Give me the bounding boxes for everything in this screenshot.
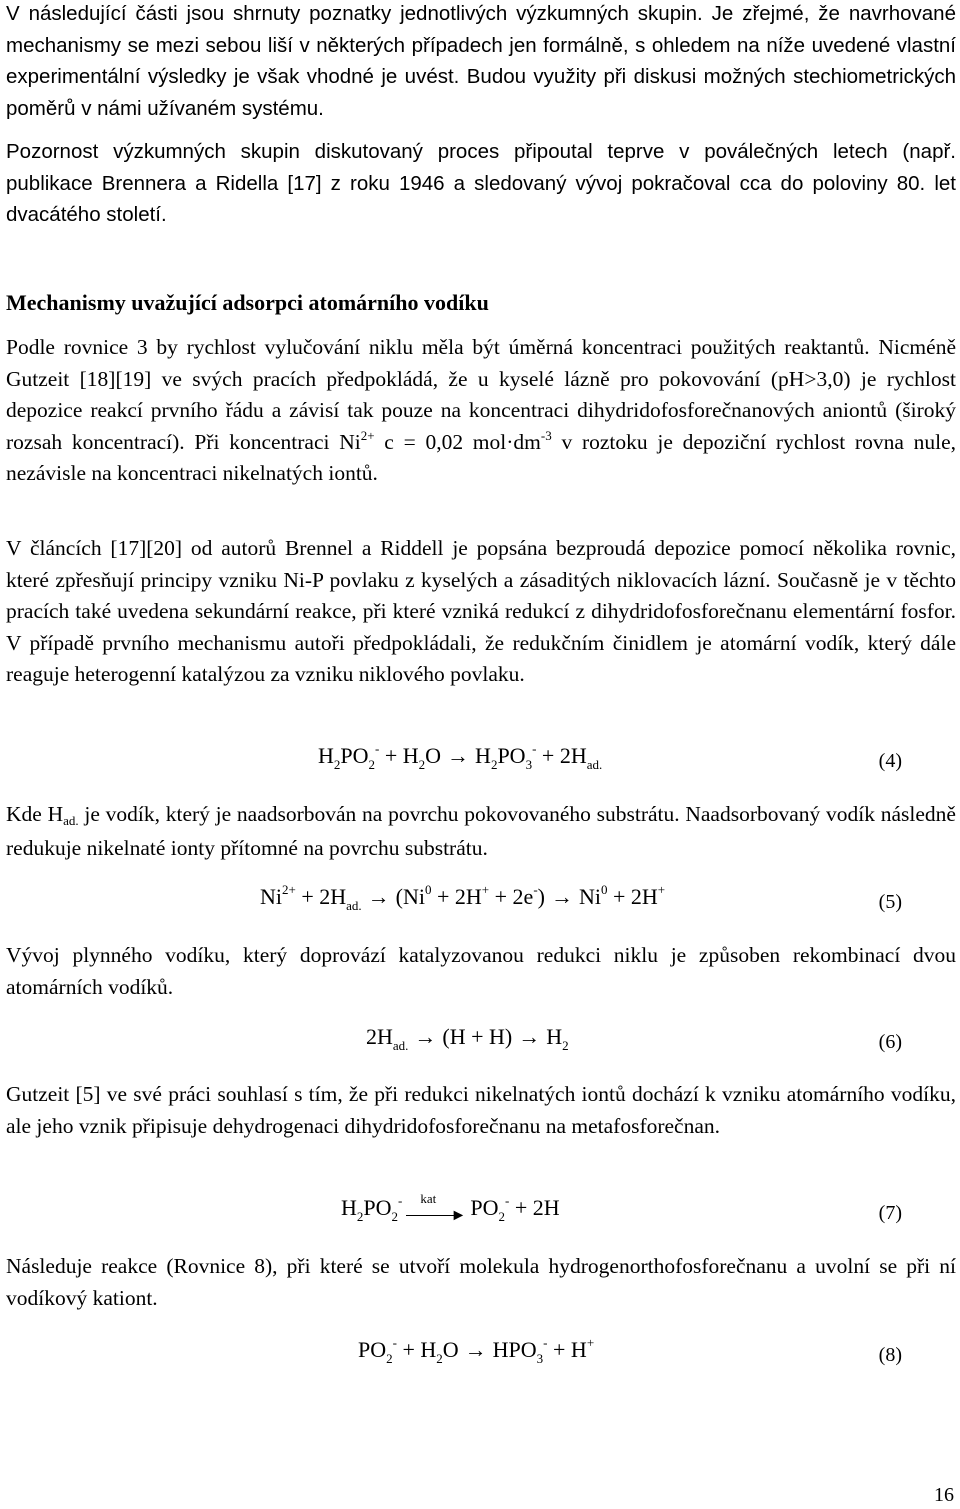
paragraph-text: v roztoku je depoziční rychlost rovna nule, nezávisle na koncentraci nikelnatých iontů. [6,429,956,485]
paragraph-text: je vodík, který je naadsorbován na povrchu pokovovaného substrátu. Naadsorbovaný vodík následně redukuje nikelnaté ionty přítomné na povrchu substrátu. [6,802,956,860]
intro-paragraph-1: V následující části jsou shrnuty poznatky jednotlivých výzkumných skupin. Je zřejmé, že navrhované mechanismy se mezi sebou liší v některých případech jen formálně, s ohledem na níže uvedené vlastní experimentální výsledky je však vhodné je uvést. Budou využity při diskusi možných stechiometrických poměrů v námi užívaném systému. [6,2,956,120]
subscript: ad. [63,813,79,828]
equation-6: $2H_{ad.} \to (H + H) \to H_2$ [366,1024,569,1053]
arrow-icon: → [464,1337,487,1362]
paragraph-gutzeit-kinetics [6,332,956,490]
page-number: 16 [934,1484,954,1506]
equation-5: $Ni^{2+} + 2H_{ad.} \to (Ni^0 + 2H^+ + 2e^-) \to Ni^0 + 2H^+$ [260,882,666,913]
equation-4: $H_2PO_2^- + H_2O \to H_2PO_3^- + 2H_{ad.}$ [318,741,603,772]
paragraph-brennel-riddell: V článcích [17][20] od autorů Brennel a Riddell je popsána bezproudá depozice pomocí několika rovnic, které zpřesňují principy vzniku Ni-P povlaku z kyselých a zásaditých niklovacích lázní. Současně je v těchto pracích také uvedena sekundární reakce, při které vzniká redukcí z dihydridofosforečnanu elementární fosfor. V případě prvního mechanismu autoři předpokládali, že redukčním činidlem je atomární vodík, který dále reaguje heterogenní katalýzou za vzniku niklového povlaku. [6,536,956,686]
arrow-icon: → [550,884,573,909]
arrow-icon: → [447,743,470,768]
paragraph-text: Kde H [6,802,64,826]
equation-8: $PO_2^- + H_2O \to HPO_3^- + H^+$ [358,1335,595,1366]
arrow-icon: → [518,1024,541,1049]
equation-8-number: (8) [878,1344,902,1366]
paragraph-adsorbed-hydrogen [6,799,956,864]
paragraph-text: c = 0,02 mol·dm [374,429,541,454]
equation-5-number: (5) [878,891,902,913]
equation-4-number: (4) [878,750,902,772]
paragraph-gutzeit-dehydrogenation: Gutzeit [5] ve své práci souhlasí s tím, že při redukci nikelnatých iontů dochází k vzniku atomárního vodíku, ale jeho vznik připisuje dehydrogenaci dihydridofosforečnanu na metafosforečnan. [6,1082,956,1138]
section-heading: Mechanismy uvažující adsorpci atomárního vodíku [6,290,489,315]
arrow-icon: → [367,884,390,909]
paragraph-hydrogen-evolution: Vývoj plynného vodíku, který doprovází katalyzovanou redukci niklu je způsoben rekombinací dvou atomárních vodíků. [6,943,956,999]
paragraph-reaction-8: Následuje reakce (Rovnice 8), při které se utvoří molekula hydrogenorthofosforečnanu a uvolní se při ní vodíkový kationt. [6,1254,956,1310]
equation-7: $H_2PO_2^-$ ► kat $PO_2^- + 2H$ [341,1191,560,1224]
catalyst-label: kat [420,1191,437,1206]
arrow-icon: → [414,1024,437,1049]
equation-6-number: (6) [878,1031,902,1053]
paragraph-text: Podle rovnice 3 by rychlost vylučování niklu měla být úměrná koncentraci použitých reaktantů. Nicméně Gutzeit [18][19] ve svých pracích předpokládá, že u kyselé lázně pro pokovování (pH>3,0) je rychlost depozice reakcí prvního řádu a závisí tak pouze na koncentraci dihydridofosforečnanových aniontů (široký rozsah koncentrací). Při koncentraci Ni [6,335,956,454]
superscript: -3 [540,427,552,443]
equation-7-number: (7) [878,1202,902,1224]
intro-paragraph-2: Pozornost výzkumných skupin diskutovaný proces připoutal teprve v poválečných letech (např. publikace Brennera a Ridella [17] z roku 1946 a sledovaný vývoj pokračoval cca do poloviny 80. let dvacátého století. [6,140,956,226]
superscript: 2+ [360,427,375,443]
